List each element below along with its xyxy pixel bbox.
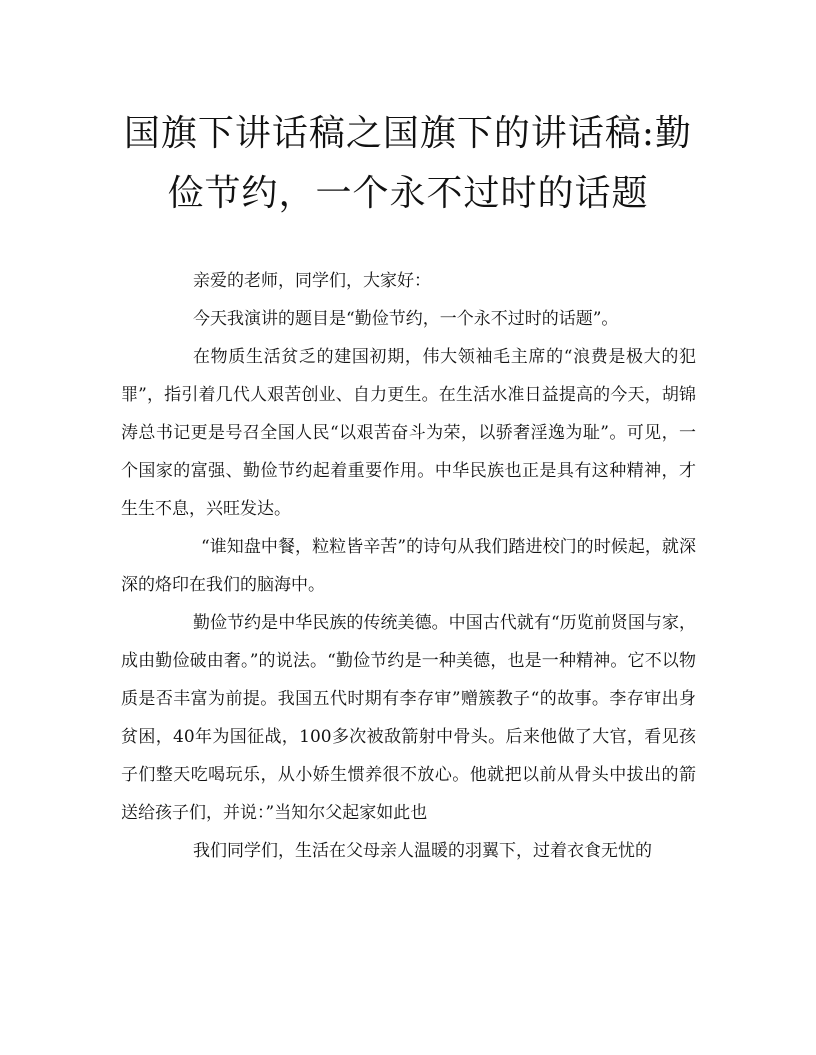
- paragraph-topic: 今天我演讲的题目是“勤俭节约，一个永不过时的话题”。: [193, 309, 619, 329]
- document-body: [121, 262, 696, 870]
- paragraph-history: 在物质生活贫乏的建国初期，伟大领袖毛主席的“浪费是极大的犯罪”，指引着几代人艰苦创业、自力更生。在生活水准日益提高的今天，胡锦涛总书记更是号召全国人民“以艰苦奋斗为荣，以骄奢淫逸为耻”。可见，一个国家的富强、勤俭节约起着重要作用。中华民族也正是具有这种精神，才生生不息，兴旺发达。: [121, 347, 696, 519]
- document-title: 国旗下讲话稿之国旗下的讲话稿:勤俭节约，一个永不过时的话题: [123, 113, 693, 214]
- paragraph-poem: “谁知盘中餐，粒粒皆辛苦”的诗句从我们踏进校门的时候起，就深深的烙印在我们的脑海中。: [121, 537, 696, 595]
- paragraph-greeting: 亲爱的老师，同学们，大家好：: [193, 271, 431, 291]
- paragraph-virtue: 勤俭节约是中华民族的传统美德。中国古代就有“历览前贤国与家，成由勤俭破由奢。”的说法。“勤俭节约是一种美德，也是一种精神。它不以物质是否丰富为前提。我国五代时期有李存审”赠簇教子“的故事。李存审出身贫困，40年为国征战，100多次被敌箭射中骨头。后来他做了大官，看见孩子们整天吃喝玩乐，从小娇生惯养很不放心。他就把以前从骨头中拔出的箭送给孩子们，并说：”当知尔父起家如此也: [121, 613, 696, 823]
- paragraph-students: 我们同学们，生活在父母亲人温暖的羽翼下，过着衣食无忧的: [193, 841, 652, 861]
